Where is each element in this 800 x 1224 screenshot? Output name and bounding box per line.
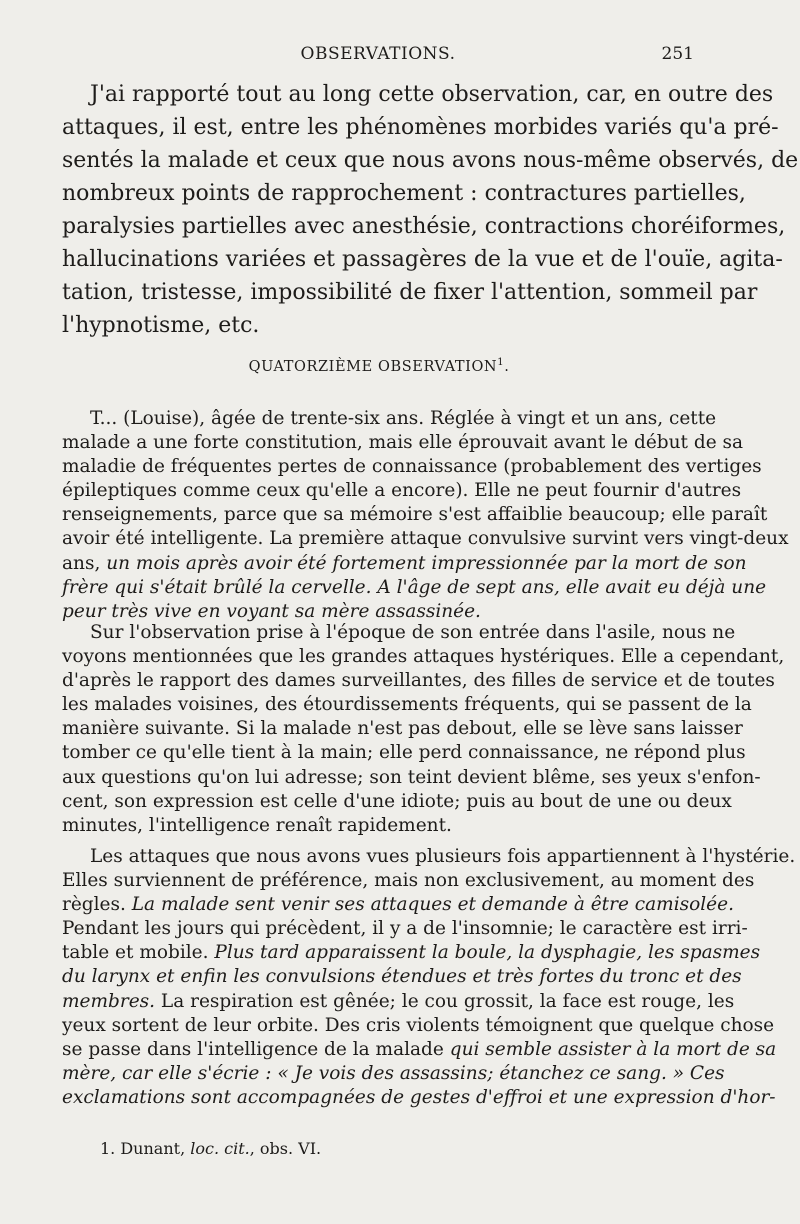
- intro-paragraph: [62, 78, 799, 342]
- italic-run: du larynx et enfin les convulsions étendues et très fortes du tronc et des: [62, 966, 742, 988]
- footnote-text: , obs. VI.: [249, 1139, 322, 1158]
- intro-line: paralysies partielles avec anesthésie, contractions choréiformes,: [62, 214, 786, 239]
- italic-run: Plus tard apparaissent la boule, la dysphagie, les spasmes: [214, 942, 761, 964]
- observation-title-end: .: [504, 358, 510, 375]
- text-line: Les attaques que nous avons vues plusieurs fois appartiennent à l'hystérie.: [90, 846, 796, 867]
- text-line: Pendant les jours qui précèdent, il y a de l'insomnie; le caractère est irri-: [62, 918, 748, 940]
- case-paragraph-2: [62, 621, 785, 838]
- text-line: manière suivante. Si la malade n'est pas debout, elle se lève sans laisser: [62, 718, 743, 740]
- text-line: T... (Louise), âgée de trente-six ans. Réglée à vingt et un ans, cette: [90, 408, 717, 429]
- italic-run: mère, car elle s'écrie : « Je vois des assassins; étanchez ce sang. » Ces: [62, 1062, 725, 1084]
- text-line: les malades voisines, des étourdissements fréquents, qui se passent de la: [62, 694, 752, 716]
- intro-line: tation, tristesse, impossibilité de fixer l'attention, sommeil par: [62, 280, 758, 305]
- text-line: [62, 990, 735, 1014]
- text-line: [62, 941, 761, 965]
- text-line: [62, 1062, 725, 1086]
- page-header: [62, 44, 694, 68]
- italic-run: membres.: [62, 990, 156, 1012]
- text-line: minutes, l'intelligence renaît rapidement.: [62, 814, 452, 836]
- text-line: [62, 1086, 776, 1110]
- text-line: aux questions qu'on lui adresse; son teint devient blême, ses yeux s'enfon-: [62, 766, 761, 788]
- text-run: règles.: [62, 894, 132, 916]
- observation-title: QUATORZIÈME OBSERVATION: [248, 358, 498, 375]
- intro-line: sentés la malade et ceux que nous avons nous-même observés, de: [62, 148, 799, 173]
- running-title: OBSERVATIONS.: [300, 44, 456, 64]
- italic-run: qui semble assister à la mort de sa: [449, 1038, 777, 1060]
- observation-heading: [62, 357, 696, 375]
- italic-run: un mois après avoir été fortement impressionnée par la mort de son: [106, 552, 747, 574]
- text-line: renseignements, parce que sa mémoire s'est affaiblie beaucoup; elle paraît: [62, 504, 768, 526]
- text-line: malade a une forte constitution, mais elle éprouvait avant le début de sa: [62, 432, 744, 454]
- text-line: [62, 893, 734, 917]
- intro-line: nombreux points de rapprochement : contractures partielles,: [62, 181, 746, 206]
- footnote-mark: 1: [497, 357, 505, 368]
- footnote-citation: loc. cit.: [190, 1139, 250, 1158]
- text-run: se passe dans l'intelligence de la malade: [62, 1038, 450, 1060]
- intro-line: hallucinations variées et passagères de la vue et de l'ouïe, agita-: [62, 247, 783, 272]
- intro-line: attaques, il est, entre les phénomènes morbides variés qu'a pré-: [62, 115, 779, 140]
- case-paragraph-1: [62, 407, 789, 624]
- italic-run: exclamations sont accompagnées de gestes d'effroi et une expression d'hor-: [62, 1086, 776, 1108]
- text-line: d'après le rapport des dames surveillantes, des filles de service et de toutes: [62, 670, 775, 692]
- footnote: [100, 1139, 321, 1158]
- italic-run: La malade sent venir ses attaques et demande à être camisolée.: [131, 894, 734, 916]
- text-run: La respiration est gênée; le cou grossit, la face est rouge, les: [155, 990, 735, 1012]
- text-line: avoir été intelligente. La première attaque convulsive survint vers vingt-deux: [62, 528, 789, 550]
- intro-line: J'ai rapporté tout au long cette observation, car, en outre des: [90, 82, 774, 107]
- text-line: épileptiques comme ceux qu'elle a encore). Elle ne peut fournir d'autres: [62, 480, 742, 502]
- text-line: yeux sortent de leur orbite. Des cris violents témoignent que quelque chose: [62, 1014, 775, 1036]
- intro-line: l'hypnotisme, etc.: [62, 313, 260, 338]
- text-line: [62, 965, 742, 989]
- text-line: [62, 576, 767, 600]
- text-line: Sur l'observation prise à l'époque de son entrée dans l'asile, nous ne: [90, 622, 736, 643]
- text-run: table et mobile.: [62, 942, 215, 964]
- text-line: voyons mentionnées que les grandes attaques hystériques. Elle a cependant,: [62, 646, 785, 668]
- italic-run: frère qui s'était brûlé la cervelle. A l'âge de sept ans, elle avait eu déjà une: [62, 576, 767, 598]
- text-line: cent, son expression est celle d'une idiote; puis au bout de une ou deux: [62, 790, 732, 812]
- italic-run: peur très vive en voyant sa mère assassinée.: [62, 600, 481, 622]
- text-line: [62, 1038, 777, 1062]
- text-line: maladie de fréquentes pertes de connaissance (probablement des vertiges: [62, 456, 762, 478]
- page-number: 251: [661, 44, 694, 64]
- case-paragraph-3: [62, 845, 796, 1110]
- footnote-text: 1. Dunant,: [100, 1139, 191, 1158]
- text-run: ans,: [62, 552, 107, 574]
- text-line: tomber ce qu'elle tient à la main; elle perd connaissance, ne répond plus: [62, 742, 746, 764]
- text-line: Elles surviennent de préférence, mais non exclusivement, au moment des: [62, 870, 755, 892]
- text-line: [62, 552, 747, 576]
